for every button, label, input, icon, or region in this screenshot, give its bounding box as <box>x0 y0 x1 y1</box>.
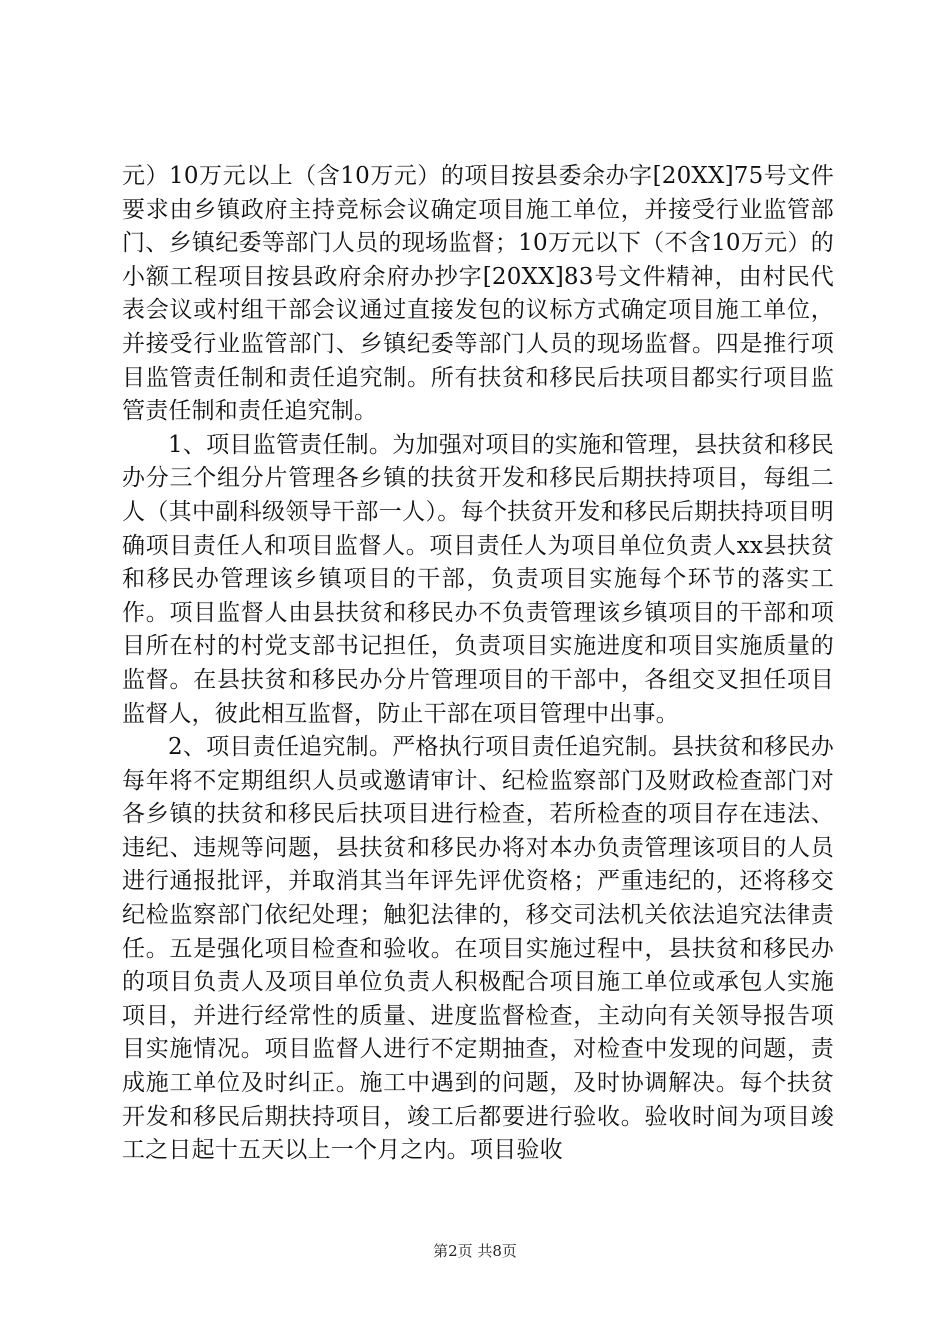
page-footer: 第2页 共8页 <box>433 1242 517 1260</box>
document-body <box>122 160 834 1168</box>
paragraph-1: 元）10万元以上（含10万元）的项目按县委余办字[20XX]75号文件要求由乡镇政府主持竞标会议确定项目施工单位，并接受行业监管部门、乡镇纪委等部门人员的现场监督；10万元以下（不含10万元）的小额工程项目按县政府余府办抄字[20XX]83号文件精神，由村民代表会议或村组干部会议通过直接发包的议标方式确定项目施工单位，并接受行业监管部门、乡镇纪委等部门人员的现场监督。四是推行项目监管责任制和责任追究制。所有扶贫和移民后扶项目都实行项目监管责任制和责任追究制。 <box>122 163 834 425</box>
paragraph-2: 1、项目监管责任制。为加强对项目的实施和管理，县扶贫和移民办分三个组分片管理各乡镇的扶贫开发和移民后期扶持项目，每组二人（其中副科级领导干部一人）。每个扶贫开发和移民后期扶持项目明确项目责任人和项目监督人。项目责任人为项目单位负责人xx县扶贫和移民办管理该乡镇项目的干部，负责项目实施每个环节的落实工作。项目监督人由县扶贫和移民办不负责管理该乡镇项目的干部和项目所在村的村党支部书记担任，负责项目实施进度和项目实施质量的监督。在县扶贫和移民办分片管理项目的干部中，各组交叉担任项目监督人，彼此相互监督，防止干部在项目管理中出事。 <box>122 431 834 727</box>
paragraph-3: 2、项目责任追究制。严格执行项目责任追究制。县扶贫和移民办每年将不定期组织人员或邀请审计、纪检监察部门及财政检查部门对各乡镇的扶贫和移民后扶项目进行检查，若所检查的项目存在违法、违纪、违规等问题，县扶贫和移民办将对本办负责管理该项目的人员进行通报批评，并取消其当年评先评优资格；严重违纪的，还将移交纪检监察部门依纪处理；触犯法律的，移交司法机关依法追究法律责任。五是强化项目检查和验收。在项目实施过程中，县扶贫和移民办的项目负责人及项目单位负责人积极配合项目施工单位或承包人实施项目，并进行经常性的质量、进度监督检查，主动向有关领导报告项目实施情况。项目监督人进行不定期抽查，对检查中发现的问题，责成施工单位及时纠正。施工中遇到的问题，及时协调解决。每个扶贫开发和移民后期扶持项目，竣工后都要进行验收。验收时间为项目竣工之日起十五天以上一个月之内。项目验收 <box>122 734 834 1164</box>
